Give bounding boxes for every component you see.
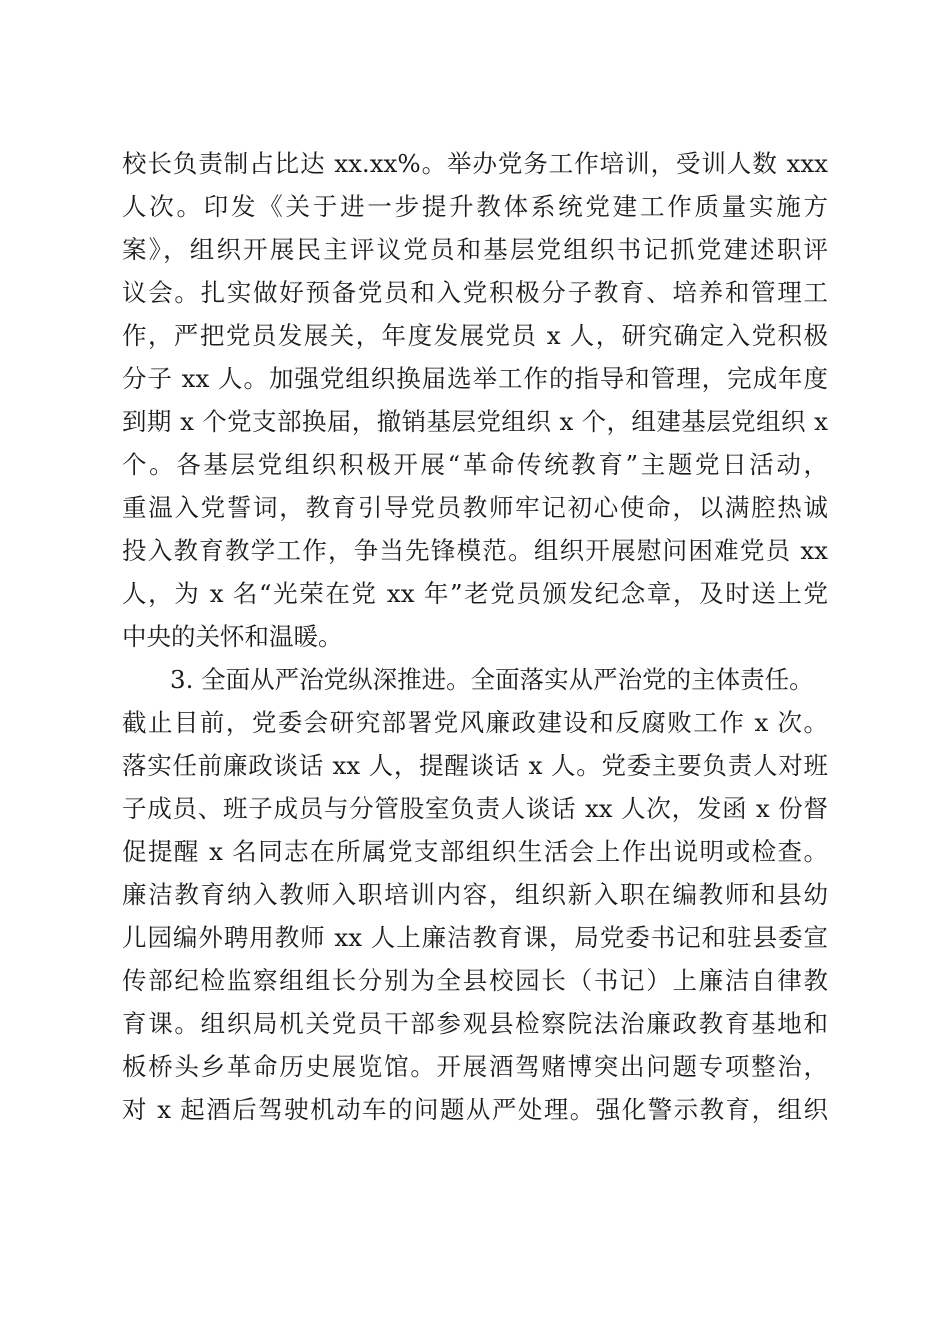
text-line: 议会。扎实做好预备党员和入党积极分子教育、培养和管理工 (122, 278, 828, 307)
text-line: 截止目前，党委会研究部署党风廉政建设和反腐败工作 x 次。 (122, 708, 828, 737)
text-line: 廉洁教育纳入教师入职培训内容，组织新入职在编教师和县幼 (122, 880, 828, 909)
text-line: 促提醒 x 名同志在所属党支部组织生活会上作出说明或检查。 (122, 837, 828, 866)
text-line: 子成员、班子成员与分管股室负责人谈话 xx 人次，发函 x 份督 (122, 794, 828, 823)
text-line: 分子 xx 人。加强党组织换届选举工作的指导和管理，完成年度 (122, 364, 828, 393)
text-line: 人次。印发《关于进一步提升教体系统党建工作质量实施方 (122, 192, 828, 221)
text-line: 育课。组织局机关党员干部参观县检察院法治廉政教育基地和 (122, 1009, 828, 1038)
text-line: 到期 x 个党支部换届，撤销基层党组织 x 个，组建基层党组织 x (122, 407, 828, 436)
text-line: 案》，组织开展民主评议党员和基层党组织书记抓党建述职评 (122, 235, 828, 264)
text-line: 传部纪检监察组组长分别为全县校园长（书记）上廉洁自律教 (122, 966, 828, 995)
section-heading-line: 3. 全面从严治党纵深推进。全面落实从严治党的主体责任。 (170, 665, 814, 694)
text-line: 人，为 x 名“光荣在党 xx 年”老党员颁发纪念章，及时送上党 (122, 579, 828, 608)
text-line: 重温入党誓词，教育引导党员教师牢记初心使命，以满腔热诚 (122, 493, 828, 522)
paragraph-end-line: 中央的关怀和温暖。 (122, 622, 343, 651)
text-line: 校长负责制占比达 xx.xx%。举办党务工作培训，受训人数 xxx (122, 149, 828, 178)
text-line: 投入教育教学工作，争当先锋模范。组织开展慰问困难党员 xx (122, 536, 828, 565)
text-line: 作，严把党员发展关，年度发展党员 x 人，研究确定入党积极 (122, 321, 828, 350)
text-line: 对 x 起酒后驾驶机动车的问题从严处理。强化警示教育，组织 (122, 1095, 828, 1124)
text-line: 落实任前廉政谈话 xx 人，提醒谈话 x 人。党委主要负责人对班 (122, 751, 828, 780)
text-line: 个。各基层党组织积极开展“革命传统教育”主题党日活动， (122, 450, 828, 479)
text-line: 儿园编外聘用教师 xx 人上廉洁教育课，局党委书记和驻县委宣 (122, 923, 828, 952)
text-line: 板桥头乡革命历史展览馆。开展酒驾赌博突出问题专项整治， (122, 1052, 828, 1081)
